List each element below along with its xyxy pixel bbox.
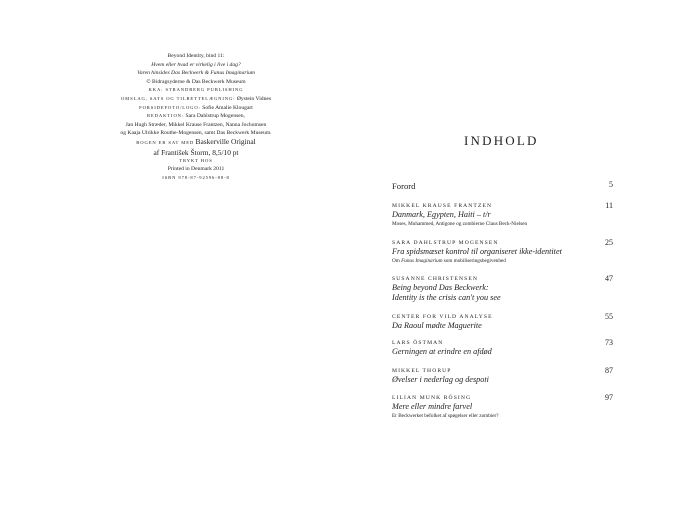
toc-entry bbox=[392, 202, 613, 239]
toc-entry bbox=[392, 367, 613, 394]
colophon-isbn: ISBN 978-87-92596-88-8 bbox=[162, 174, 230, 180]
toc-entry bbox=[392, 275, 613, 313]
colophon-copyright: © Bidragsyderne & Das Beckwerk Museum bbox=[146, 78, 246, 85]
colophon-photo-value: Sofie Amalie Klougart bbox=[202, 104, 253, 111]
toc-entry-note: Moses, Muhammed, Antigone og zombierne Claus Beck-Nielsen bbox=[392, 221, 528, 227]
colophon-photo bbox=[106, 104, 286, 113]
toc-author: MIKKEL KRAUSE FRANTZEN bbox=[392, 203, 493, 209]
toc-entry bbox=[392, 339, 613, 367]
toc-forord-label: Forord bbox=[392, 181, 416, 191]
colophon-subtitle: Hvem eller hvad er virkelig i live i dag? bbox=[151, 61, 241, 68]
toc-entry-title: Mere eller mindre farvel bbox=[392, 402, 473, 411]
colophon-editors-3: og Kaaja Ulrikke Routhe-Mogensen, samt Das Beckwerk Museum. bbox=[120, 130, 272, 137]
table-of-contents bbox=[392, 181, 613, 424]
colophon-editors bbox=[106, 112, 286, 121]
toc-entry bbox=[392, 394, 613, 424]
toc-note-pre: Om bbox=[392, 258, 402, 264]
toc-author: SUSANNE CHRISTENSEN bbox=[392, 276, 479, 282]
toc-page-number: 11 bbox=[605, 201, 613, 210]
colophon-design-label: OMSLAG, SATS OG TILRETTELÆGNING: bbox=[120, 95, 236, 101]
colophon-printer-label: TRYKT HOS bbox=[179, 157, 213, 163]
toc-entry-title-2: Identity is the crisis can't you see bbox=[392, 293, 501, 302]
colophon-typeface-2: af František Štorm, 8,5/10 pt bbox=[153, 147, 239, 157]
toc-entry-title: Danmark, Egypten, Haiti – t/r bbox=[392, 210, 491, 219]
toc-author: CENTER FOR VILD ANALYSE bbox=[392, 314, 493, 320]
toc-page-number: 47 bbox=[605, 274, 613, 283]
toc-entry-title: Øvelser i nederlag og despoti bbox=[392, 375, 489, 384]
toc-author: MIKKEL THORUP bbox=[392, 368, 452, 374]
toc-title: INDHOLD bbox=[464, 133, 539, 148]
colophon-subtitle-2: Varen hinsides Das Beckwerk & Funus Imaginarium bbox=[137, 70, 255, 77]
colophon-series: Beyond Identity, bind 11: bbox=[167, 53, 225, 59]
toc-entry-title: Being beyond Das Beckwerk: bbox=[392, 283, 489, 292]
toc-author: SARA DAHLSTRUP MOGENSEN bbox=[392, 240, 499, 246]
toc-entry-title: Gerningen at erindre en afdød bbox=[392, 347, 492, 356]
colophon-photo-label: FORSIDEFOTO/LOGO: bbox=[139, 104, 201, 110]
colophon-printed: Printed in Denmark 2011 bbox=[167, 166, 225, 173]
toc-note-post: som mobiliseringsbegivenhed bbox=[442, 258, 506, 264]
toc-entry bbox=[392, 239, 613, 275]
toc-entry bbox=[392, 313, 613, 339]
colophon bbox=[106, 52, 286, 182]
toc-page-number: 73 bbox=[605, 338, 613, 347]
colophon-typeface bbox=[106, 138, 286, 148]
colophon-typeface-label: BOGEN ER SAT MED bbox=[136, 139, 195, 145]
toc-page-number: 97 bbox=[605, 393, 613, 402]
colophon-design-value: Øystein Vidnes bbox=[236, 95, 272, 102]
toc-entry-forord bbox=[392, 181, 613, 202]
toc-note-italic: Funus Imaginarium bbox=[401, 258, 443, 264]
toc-entry-note bbox=[392, 257, 613, 265]
colophon-typeface-value: Baskerville Original bbox=[195, 136, 256, 146]
colophon-editors-label: REDAKTION: bbox=[147, 113, 185, 119]
toc-entry-note: Er Beckwerket befolket af spøgelser eller zombier? bbox=[392, 413, 499, 419]
toc-author: LILIAN MUNK RÖSING bbox=[392, 395, 472, 401]
toc-entry-title: Da Raoul mødte Maguerite bbox=[392, 321, 482, 330]
toc-page-number: 55 bbox=[605, 312, 613, 321]
toc-page-number: 5 bbox=[609, 180, 613, 189]
colophon-design bbox=[106, 95, 286, 104]
colophon-publisher: KKA: STRANDBERG PUBLISHING bbox=[148, 87, 244, 93]
toc-page-number: 25 bbox=[605, 238, 613, 247]
colophon-editors-value: Sara Dahlstrup Mogensen, bbox=[185, 113, 245, 120]
colophon-editors-2: Jan Hugh Stræder, Mikkel Krause Frantzen, Nanna Jochumsen bbox=[125, 121, 267, 128]
toc-entry-title: Fra spidsmæset kontrol til organiseret ikke-identitet bbox=[392, 247, 562, 256]
toc-page-number: 87 bbox=[605, 366, 613, 375]
toc-author: LARS ÖSTMAN bbox=[392, 340, 444, 346]
